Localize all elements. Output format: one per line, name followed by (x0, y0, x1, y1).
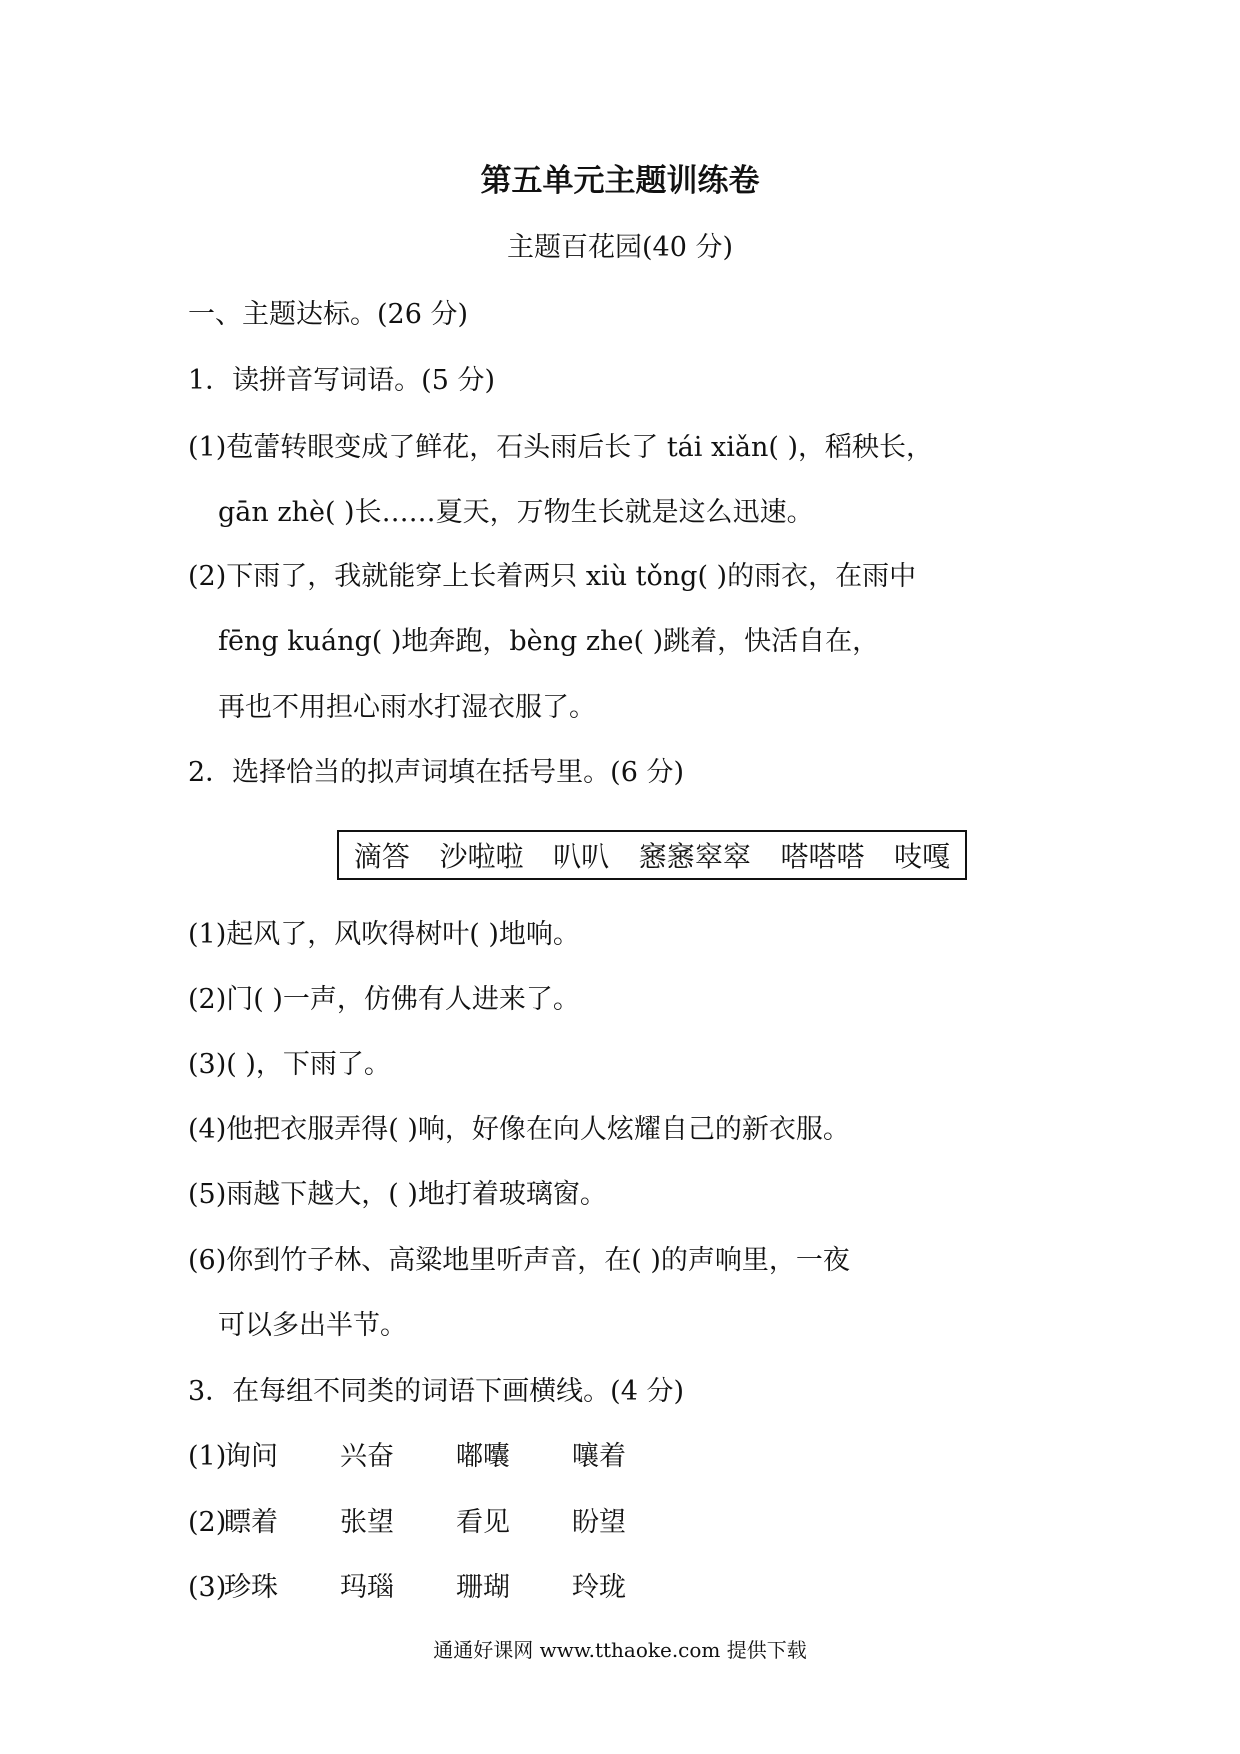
question-2-heading: 2．选择恰当的拟声词填在括号里。(6 分) (188, 757, 685, 788)
word-option: 窸窸窣窣 (638, 840, 751, 873)
word-option: 滴答 (353, 840, 410, 873)
word-option: 嗒嗒嗒 (780, 840, 865, 873)
word-option: 沙啦啦 (439, 840, 524, 873)
word-group-label: (1) (188, 1441, 227, 1472)
question-2-line: (1)起风了，风吹得树叶( )地响。 (188, 919, 580, 950)
word-option: 叭叭 (553, 840, 610, 873)
word-item: 嘟囔 (456, 1441, 510, 1472)
word-options-box (337, 830, 967, 880)
word-item: 珊瑚 (456, 1572, 510, 1603)
question-2-line: (6)你到竹子林、高粱地里听声音，在( )的声响里，一夜 (188, 1245, 850, 1276)
question-1-line: gān zhè( )长……夏天，万物生长就是这么迅速。 (218, 497, 814, 528)
question-1-heading: 1．读拼音写词语。(5 分) (188, 365, 496, 396)
question-1-line: (1)苞蕾转眼变成了鲜花，石头雨后长了 tái xiǎn( )，稻秧长， (188, 432, 933, 463)
question-2-line: (2)门( )一声，仿佛有人进来了。 (188, 984, 580, 1015)
question-1-line: fēng kuáng( )地奔跑，bèng zhe( )跳着，快活自在， (218, 626, 880, 657)
word-item: 询问 (224, 1441, 278, 1472)
page-title: 第五单元主题训练卷 (480, 163, 760, 199)
word-item: 嚷着 (572, 1441, 626, 1472)
word-group-label: (2) (188, 1507, 227, 1538)
word-option: 吱嘎 (894, 840, 951, 873)
word-item: 兴奋 (340, 1441, 394, 1472)
word-item: 张望 (340, 1507, 394, 1538)
question-2-line: (5)雨越下越大，( )地打着玻璃窗。 (188, 1179, 607, 1210)
word-item: 看见 (456, 1507, 510, 1538)
question-2-line: (4)他把衣服弄得( )响，好像在向人炫耀自己的新衣服。 (188, 1114, 850, 1145)
question-2-line: (3)( )，下雨了。 (188, 1049, 391, 1080)
page-footer: 通通好课网 www.tthaoke.com 提供下载 (433, 1638, 807, 1662)
question-3-heading: 3．在每组不同类的词语下画横线。(4 分) (188, 1376, 685, 1407)
word-group-label: (3) (188, 1572, 227, 1603)
question-1-line: 再也不用担心雨水打湿衣服了。 (218, 692, 596, 723)
word-item: 玛瑙 (340, 1572, 394, 1603)
word-item: 玲珑 (572, 1572, 626, 1603)
question-1-line: (2)下雨了，我就能穿上长着两只 xiù tǒng( )的雨衣，在雨中 (188, 561, 917, 592)
word-item: 瞟着 (224, 1507, 278, 1538)
word-item: 盼望 (572, 1507, 626, 1538)
section-subtitle: 主题百花园(40 分) (506, 232, 733, 263)
word-item: 珍珠 (224, 1572, 278, 1603)
section-heading: 一、主题达标。(26 分) (188, 299, 469, 330)
question-2-line: 可以多出半节。 (218, 1310, 407, 1341)
